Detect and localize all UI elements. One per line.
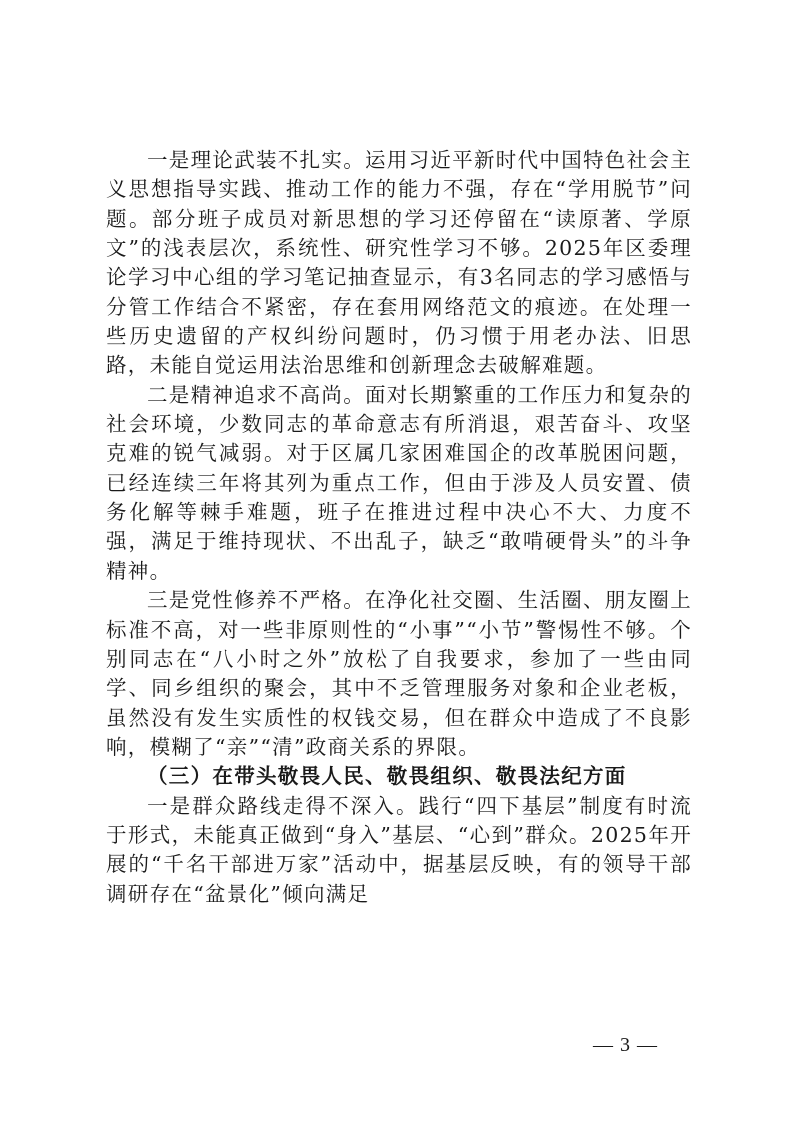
- page-number: — 3 —: [593, 1034, 658, 1056]
- paragraph-theory: 一是理论武装不扎实。运用习近平新时代中国特色社会主义思想指导实践、推动工作的能力不强，存在“学用脱节”问题。部分班子成员对新思想的学习还停留在“读原著、学原文”的浅表层次，系统性、研究性学习不够。2025年区委理论学习中心组的学习笔记抽查显示，有3名同志的学习感悟与分管工作结合不紧密，存在套用网络范文的痕迹。在处理一些历史遗留的产权纠纷问题时，仍习惯于用老办法、旧思路，未能自觉运用法治思维和创新理念去破解难题。: [106, 148, 692, 378]
- paragraph-spirit: 二是精神追求不高尚。面对长期繁重的工作压力和复杂的社会环境，少数同志的革命意志有所消退，艰苦奋斗、攻坚克难的锐气减弱。对于区属几家困难国企的改革脱困问题，已经连续三年将其列为重点工作，但由于涉及人员安置、债务化解等棘手难题，班子在推进过程中决心不大、力度不强，满足于维持现状、不出乱子，缺乏“敢啃硬骨头”的斗争精神。: [106, 382, 692, 583]
- paragraph-mass-line: 一是群众路线走得不深入。践行“四下基层”制度有时流于形式，未能真正做到“身入”基层、“心到”群众。2025年开展的“千名干部进万家”活动中，据基层反映，有的领导干部调研存在“盆景化”倾向满足: [106, 793, 692, 906]
- paragraph-party-spirit: 三是党性修养不严格。在净化社交圈、生活圈、朋友圈上标准不高，对一些非原则性的“小事”“小节”警惕性不够。个别同志在“八小时之外”放松了自我要求，参加了一些由同学、同乡组织的聚会，其中不乏管理服务对象和企业老板，虽然没有发生实质性的权钱交易，但在群众中造成了不良影响，模糊了“亲”“清”政商关系的界限。: [106, 588, 692, 759]
- document-body: [106, 146, 692, 909]
- section-heading: （三）在带头敬畏人民、敬畏组织、敬畏法纪方面: [147, 764, 627, 789]
